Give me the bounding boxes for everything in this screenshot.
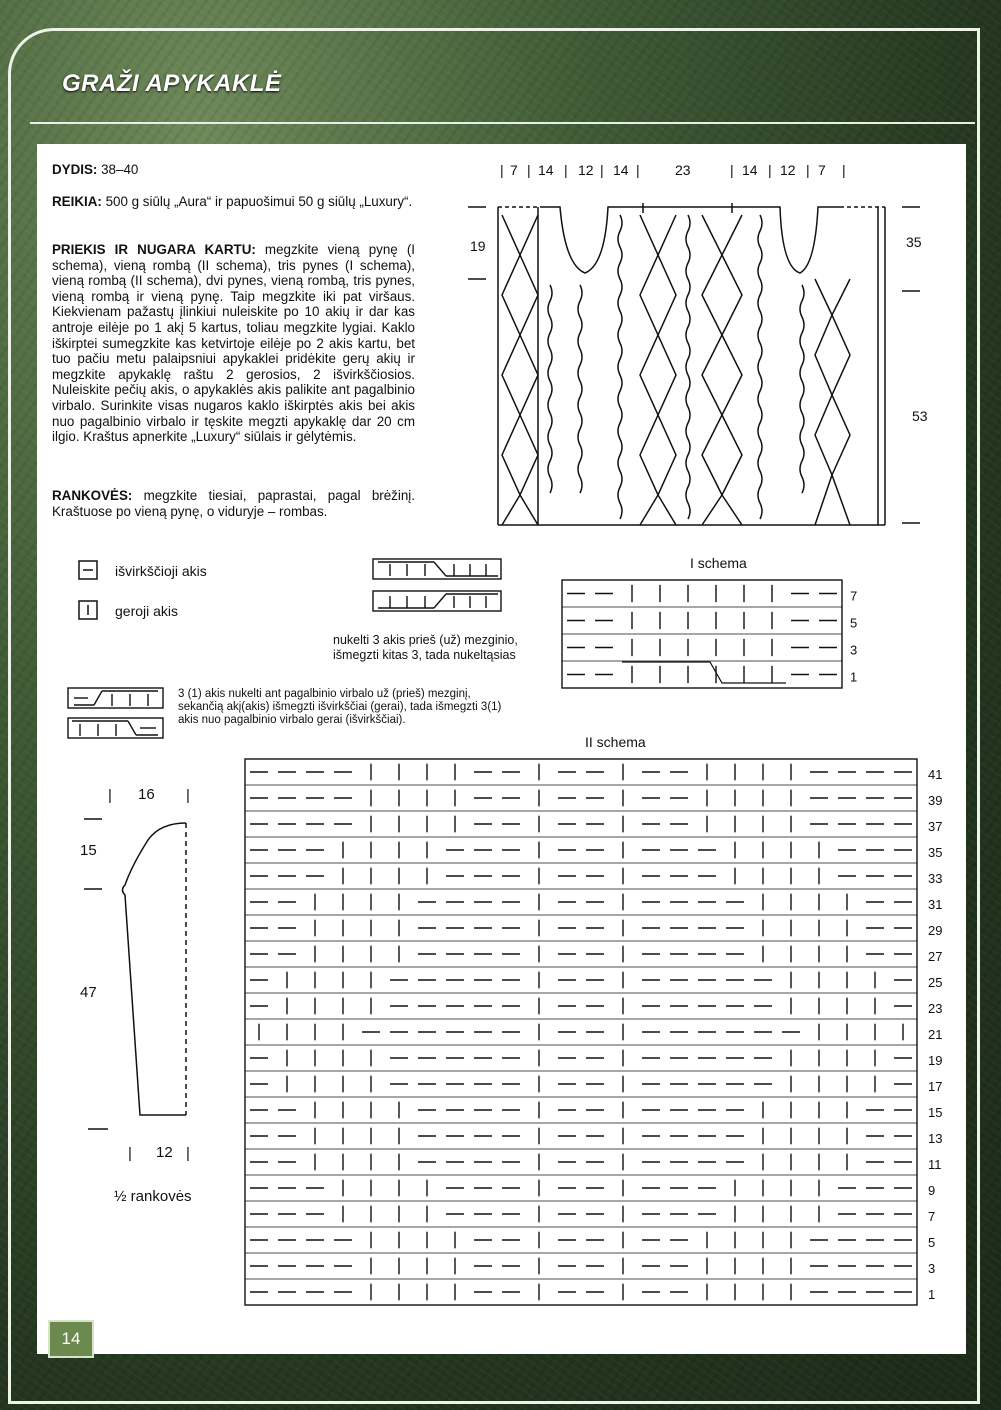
sleeve-dim-top: 15: [80, 842, 97, 859]
purl-symbol-box: [78, 560, 100, 582]
needs-paragraph: [52, 194, 415, 210]
sleeve-dim-length: 47: [80, 984, 97, 1001]
row-number: 35: [928, 845, 943, 861]
row-number: 1: [928, 1287, 936, 1303]
row-number: 3: [928, 1261, 936, 1277]
size-value: 38–40: [97, 162, 139, 177]
page-number: 14: [48, 1320, 94, 1358]
top-width-2: 14: [538, 162, 554, 178]
row-number: 27: [928, 949, 943, 965]
sleeve-caption: ½ rankovės: [114, 1188, 192, 1205]
needs-label: REIKIA:: [52, 194, 102, 209]
top-dim-sep: |: [636, 162, 640, 178]
top-dim-sep: |: [600, 162, 604, 178]
row-number: 3: [850, 642, 858, 658]
top-dim-sep: |: [768, 162, 772, 178]
sleeve-bottom-width: 12: [156, 1144, 173, 1161]
size-paragraph: [52, 162, 415, 178]
row-number: 25: [928, 975, 943, 991]
top-dim-sep: |: [730, 162, 734, 178]
top-dim-sep: |: [500, 162, 504, 178]
top-width-4: 14: [613, 162, 629, 178]
row-number: 17: [928, 1079, 943, 1095]
top-dim-sep: |: [842, 162, 846, 178]
sleeves-text: megzkite tiesiai, paprastai, pagal brėžinį. Kraštuose po vieną pynę, o viduryje – rombas.: [52, 488, 415, 519]
top-width-1: 7: [510, 162, 518, 178]
row-number: 11: [928, 1157, 942, 1173]
row-number: 37: [928, 819, 943, 835]
dim-sep: |: [108, 787, 112, 804]
page-title: GRAŽI APYKAKLĖ: [62, 70, 282, 97]
purl-label: išvirkščioji akis: [115, 563, 207, 579]
row-number: 13: [928, 1131, 943, 1147]
top-dim-sep: |: [527, 162, 531, 178]
row-number: 1: [850, 669, 858, 685]
row-number: 39: [928, 793, 943, 809]
schema1-title: I schema: [690, 555, 747, 571]
row-number: 31: [928, 897, 943, 913]
needs-text: 500 g siūlų „Aura“ ir papuošimui 50 g siūlų „Luxury“.: [101, 194, 413, 209]
sleeve-top-width: 16: [138, 786, 155, 803]
knit-symbol-box: [78, 600, 100, 622]
top-width-6: 14: [742, 162, 758, 178]
row-number: 33: [928, 871, 943, 887]
schema2-chart: [243, 757, 963, 1307]
knit-label: geroji akis: [115, 603, 179, 619]
dim-sep: |: [128, 1145, 132, 1162]
front-back-paragraph: [52, 242, 415, 445]
top-width-5: 23: [675, 162, 691, 178]
cable31-symbol: [66, 686, 166, 742]
schema2-title: II schema: [585, 734, 646, 750]
sleeves-paragraph: [52, 488, 415, 519]
row-number: 7: [928, 1209, 936, 1225]
row-number: 29: [928, 923, 943, 939]
row-number: 21: [928, 1027, 943, 1043]
title-underline: [30, 122, 975, 124]
size-label: DYDIS:: [52, 162, 98, 177]
cable3-symbol: [370, 556, 505, 618]
schema1-chart: [560, 578, 870, 693]
row-number: 9: [928, 1183, 936, 1199]
row-number: 5: [850, 615, 858, 631]
front-back-label: PRIEKIS IR NUGARA KARTU:: [52, 242, 256, 257]
dim-sep: |: [186, 787, 190, 804]
row-number: 41: [928, 767, 943, 783]
left-dim: 19: [470, 238, 486, 254]
sleeves-label: RANKOVĖS:: [52, 488, 133, 503]
top-width-8: 7: [818, 162, 826, 178]
top-dim-sep: |: [806, 162, 810, 178]
front-back-text: megzkite vieną pynę (I schema), vieną rombą (II schema), tris pynes (I schema), vieną rombą (II schema), dvi pynes, vieną rombą, tris pynes, vieną rombą ir vieną pynę. Taip megzkite iki pat viršaus. Kiekvienam pažastų įlinkiui nuleiskite po 10 akių ir dar kas antroje eilėje po 1 akį 5 kartus, toliau megzkite lygiai. Kaklo iškirptei sumegzkite kas ketvirtoje eilėje po 2 akis kartu, bet tuo pačiu metu palaipsniui apykaklei pridėkite gerų akių ir megzkite apykaklę raštu 2 gerosios, 2 išvirkščiosios. Nuleiskite pečių akis, o apykaklės akis palikite ant pagalbinio virbalo. Surinkite visas nugaros kaklo iškirptės akis bei akis nuo pagalbinio virbalo ir tęskite megzti apykaklę dar 20 cm ilgio. Kraštus apnerkite „Luxury“ siūlais ir gėlytėmis.: [52, 242, 415, 445]
row-number: 15: [928, 1105, 943, 1121]
dim-sep: |: [186, 1145, 190, 1162]
body-diagram: [460, 155, 940, 535]
right-dim-2: 53: [912, 408, 928, 424]
top-width-7: 12: [780, 162, 796, 178]
right-dim-1: 35: [906, 234, 922, 250]
row-number: 7: [850, 588, 858, 604]
top-dim-sep: |: [564, 162, 568, 178]
cable3-description: nukelti 3 akis prieš (už) mezginio, išmegzti kitas 3, tada nukeltąsias: [333, 633, 518, 662]
row-number: 19: [928, 1053, 943, 1069]
top-width-3: 12: [578, 162, 594, 178]
cable31-description: 3 (1) akis nukelti ant pagalbinio virbalo už (prieš) mezginį, sekančią akį(akis) išmegzti išvirkščiai (gerai), tada išmegzti 3(1) akis nuo pagalbinio virbalo gerai (išvirkščiai).: [178, 688, 502, 726]
row-number: 23: [928, 1001, 943, 1017]
row-number: 5: [928, 1235, 936, 1251]
sleeve-diagram: [70, 775, 230, 1215]
